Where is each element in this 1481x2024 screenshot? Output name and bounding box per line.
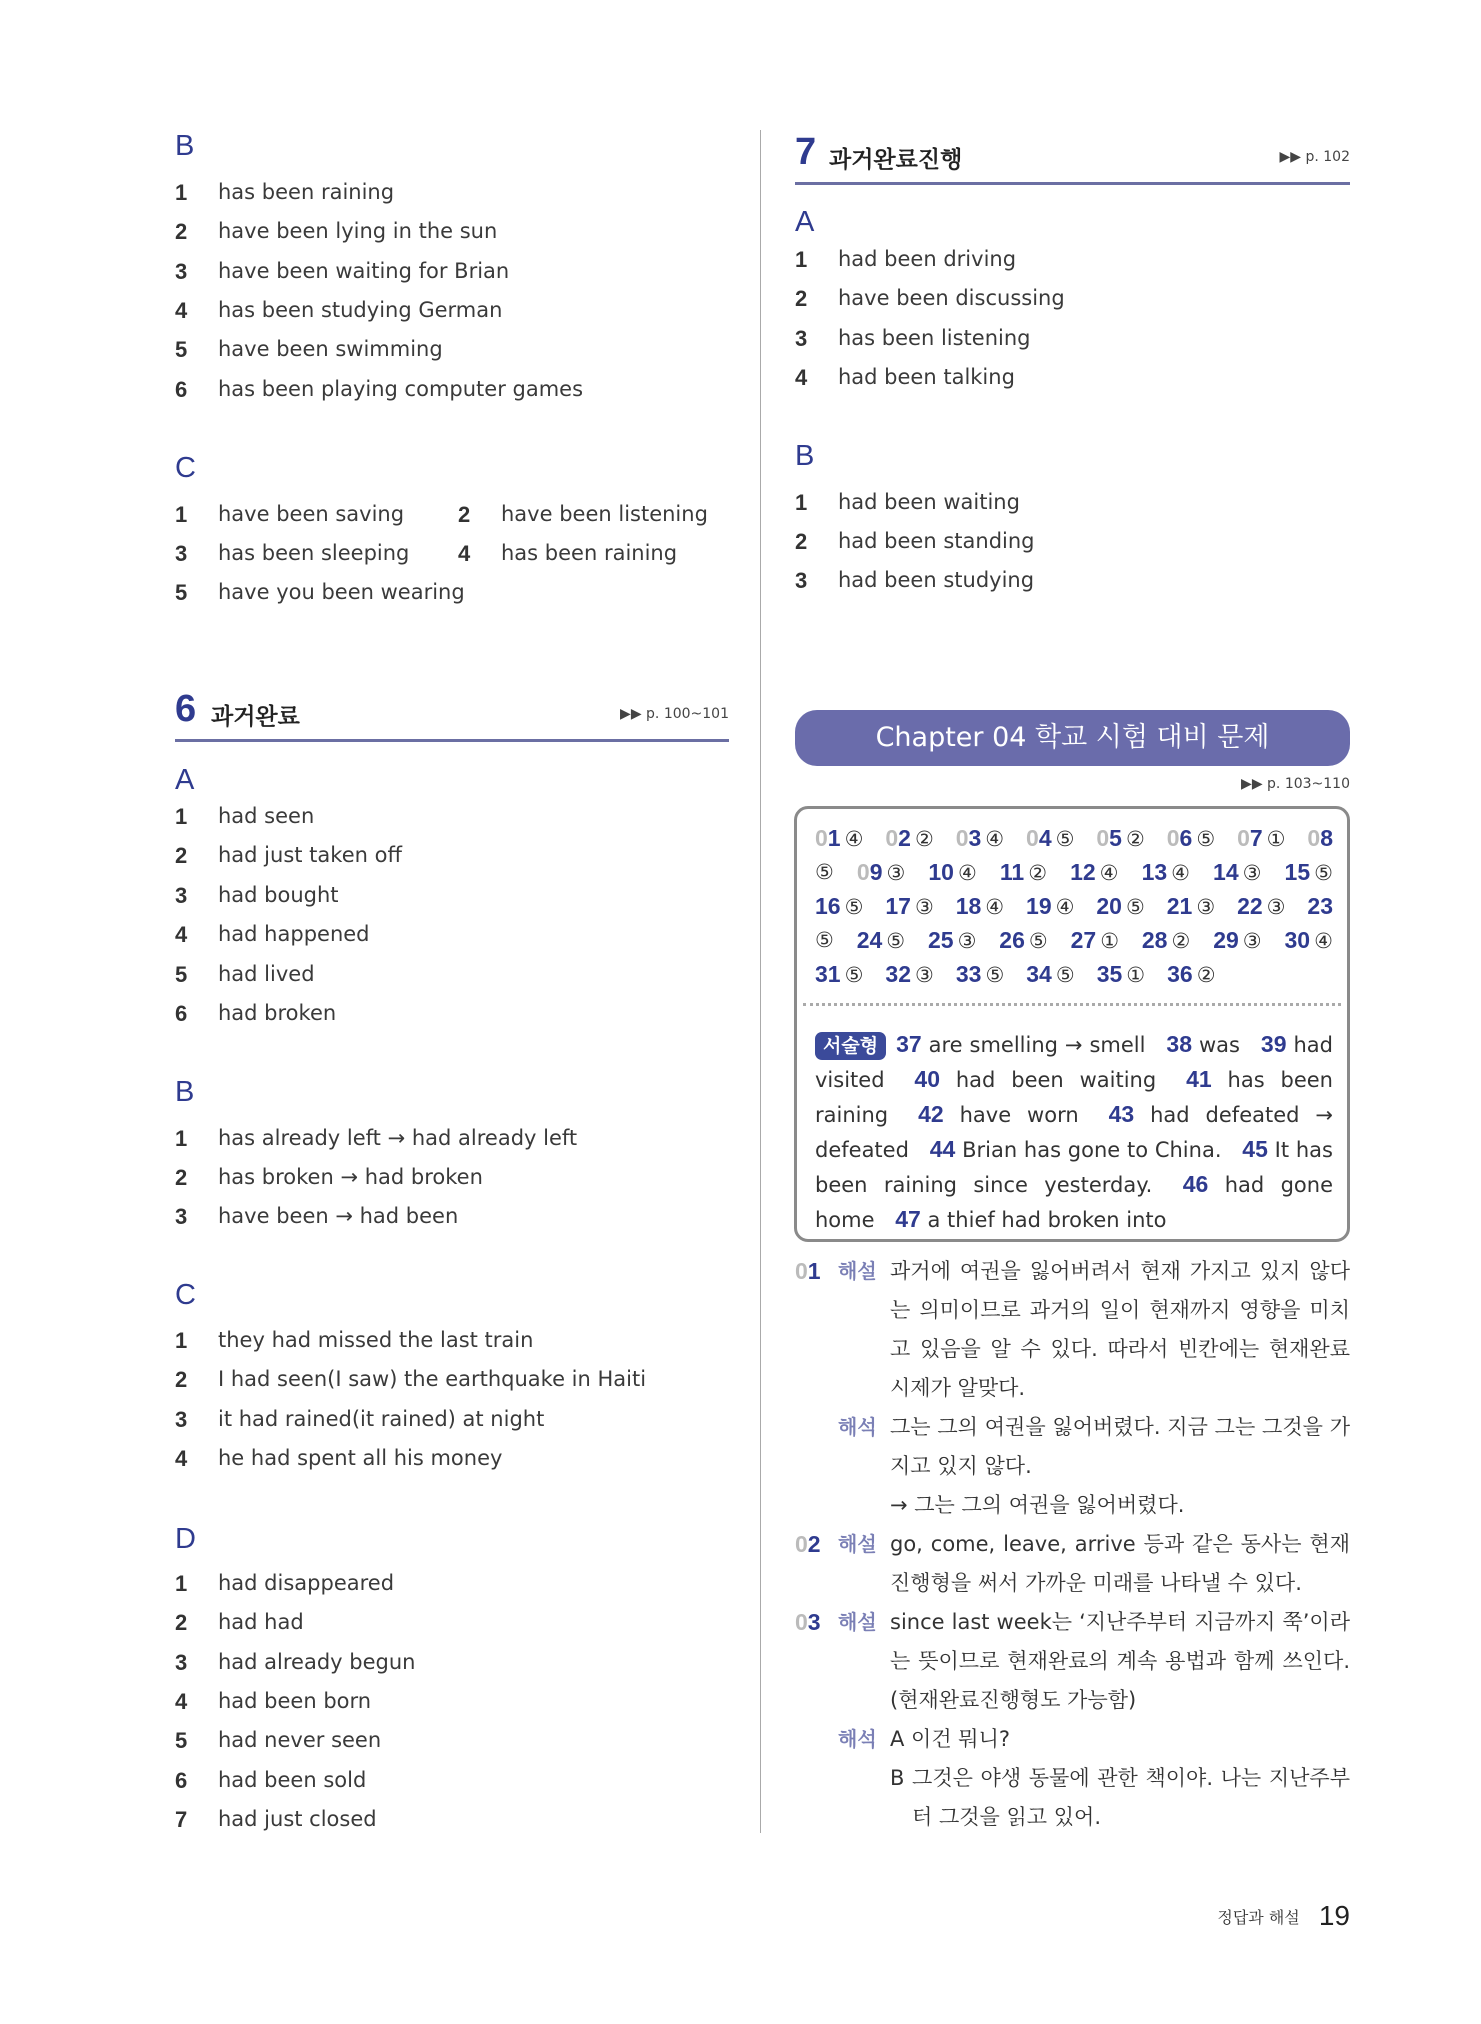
answer-token	[1071, 927, 1119, 954]
heading-rule	[795, 182, 1350, 185]
answer-token	[1070, 859, 1118, 886]
item-text: had had	[218, 1610, 304, 1635]
leading-zero: 0	[885, 824, 899, 851]
answer-token	[1097, 961, 1145, 988]
explanation-block	[795, 1525, 1350, 1603]
answer-choice: ④	[1099, 860, 1119, 885]
item-text: had bought	[218, 882, 339, 907]
item-text: had been driving	[838, 247, 1017, 271]
answer-choice: ⑤	[815, 860, 834, 884]
question-number: 36	[1167, 960, 1193, 987]
leading-zero: 0	[815, 824, 828, 851]
answer-token	[1307, 825, 1333, 852]
item-number: 1	[175, 502, 188, 527]
explanation-text: → 그는 그의 여권을 잃어버렸다.	[890, 1493, 1185, 1517]
explanation-text: since last week는 ‘지난주부터 지금까지 쭉’이라는 뜻이므로 현재완료의 계속 용법과 함께 쓰인다. (현재완료진행형도 가능함)	[890, 1610, 1350, 1712]
explanations	[795, 1252, 1350, 1837]
item-text: has been playing computer games	[218, 376, 584, 401]
item-number: 4	[795, 364, 808, 390]
answer-choice: ②	[1125, 826, 1145, 851]
essay-answer: have worn	[959, 1103, 1079, 1127]
item-number: 5	[175, 1728, 188, 1754]
item-number: 4	[175, 297, 188, 323]
question-number: 47	[895, 1206, 921, 1232]
explanation-label: 해설	[838, 1610, 877, 1634]
item-text: it had rained(it rained) at night	[218, 1406, 545, 1431]
answer-token	[1237, 893, 1285, 920]
answer-choice: ④	[985, 894, 1005, 919]
item-number: 1	[175, 1571, 188, 1596]
essay-answer: had defeated → defeated	[815, 1103, 1333, 1162]
section-letter-d: D	[175, 1523, 196, 1555]
question-number: 23	[1307, 892, 1333, 919]
explanation-label: 해석	[838, 1727, 877, 1751]
item-number: 1	[175, 1328, 188, 1353]
answer-choice: ④	[844, 826, 864, 851]
explanation-block	[795, 1408, 1350, 1525]
answer-token	[956, 961, 1004, 988]
leading-zero: 0	[795, 1531, 808, 1557]
answer-row	[815, 855, 1333, 889]
answer-token	[885, 825, 933, 852]
question-number: 26	[999, 926, 1025, 953]
explanation-label: 해설	[838, 1259, 877, 1283]
answer-row	[815, 889, 1333, 923]
answer-choice: ①	[1100, 928, 1120, 953]
question-number: 41	[1186, 1066, 1212, 1092]
item-number: 2	[175, 219, 188, 245]
section-letter-a: A	[795, 206, 815, 238]
essay-answer: was	[1198, 1033, 1240, 1057]
item-text: I had seen(I saw) the earthquake in Haiti	[218, 1367, 647, 1392]
answer-choice: ②	[1171, 928, 1191, 953]
answer-token	[1026, 825, 1074, 852]
explanation-label: 해석	[838, 1415, 877, 1439]
item-number: 3	[175, 1649, 188, 1675]
answer-choice: ④	[1171, 860, 1190, 885]
question-number: 02	[795, 1531, 821, 1557]
answer-row	[815, 957, 1333, 991]
question-number: 39	[1260, 1031, 1287, 1057]
question-number: 37	[896, 1031, 922, 1057]
explanation-text: A 이건 뭐니?	[890, 1727, 1011, 1751]
explanation-block	[795, 1603, 1350, 1720]
question-number: 30	[1284, 926, 1311, 953]
question-number: 10	[928, 858, 954, 885]
item-number: 3	[175, 1204, 188, 1229]
question-number: 04	[1026, 824, 1052, 851]
question-number: 03	[955, 824, 982, 851]
question-number: 31	[815, 960, 841, 987]
explanation-label: 해설	[838, 1532, 877, 1556]
answer-choice: ③	[1242, 928, 1262, 953]
answer-choice: ②	[1028, 860, 1048, 885]
answer-token	[857, 927, 905, 954]
question-number: 03	[795, 1609, 821, 1635]
question-number: 05	[1096, 824, 1122, 851]
answer-choice: ③	[957, 928, 977, 953]
item-text: had just closed	[218, 1806, 377, 1831]
leading-zero: 0	[1237, 824, 1250, 851]
item-text: had happened	[218, 922, 370, 947]
unit-6-heading	[175, 688, 729, 734]
leading-zero: 0	[795, 1258, 808, 1284]
answer-token	[1284, 927, 1332, 954]
question-number: 12	[1070, 858, 1096, 885]
item-number: 6	[175, 376, 188, 402]
answer-token	[885, 893, 933, 920]
leading-zero: 0	[955, 824, 969, 851]
question-number: 24	[856, 926, 883, 953]
answer-token	[1000, 859, 1047, 886]
unit-number: 6	[175, 688, 197, 730]
item-number: 1	[795, 490, 808, 515]
question-number: 01	[815, 824, 841, 851]
item-text: had broken	[218, 1001, 337, 1025]
question-number: 28	[1141, 926, 1168, 953]
item-number: 6	[175, 1767, 188, 1793]
item-number: 3	[795, 325, 808, 351]
item-number: 2	[175, 1165, 188, 1190]
item-text: had already begun	[218, 1649, 416, 1674]
item-text: they had missed the last train	[218, 1328, 534, 1352]
explanation-item	[795, 1603, 1350, 1837]
item-text: had seen	[218, 804, 315, 828]
answer-key-box	[794, 806, 1350, 1242]
section-letter-a: A	[175, 764, 195, 796]
item-text: has been listening	[838, 325, 1031, 350]
question-number: 29	[1213, 926, 1239, 953]
answer-token	[885, 961, 933, 988]
answer-choice: ③	[1196, 894, 1216, 919]
item-number: 2	[175, 1610, 188, 1636]
item-number: 6	[175, 1001, 188, 1026]
section-letter-c: C	[175, 1279, 196, 1311]
item-text: has been raining	[501, 541, 678, 565]
explanation-text: go, come, leave, arrive 등과 같은 동사는 현재진행형을 써서 가까운 미래를 나타낼 수 있다.	[890, 1532, 1350, 1595]
item-number: 5	[175, 580, 188, 605]
answer-choice: ①	[1126, 962, 1146, 987]
question-number: 38	[1166, 1031, 1192, 1057]
question-number: 40	[914, 1066, 940, 1092]
item-number: 1	[175, 180, 188, 205]
item-number: 2	[795, 529, 808, 554]
item-number: 3	[175, 882, 188, 908]
leading-zero: 0	[795, 1609, 808, 1635]
answer-choice: ①	[1266, 826, 1286, 851]
item-number: 4	[458, 541, 471, 566]
answer-choice: ⑤	[1028, 928, 1048, 953]
answer-choice: ④	[985, 826, 1005, 851]
explanation-block	[795, 1252, 1350, 1408]
page-number: 19	[1318, 1900, 1350, 1931]
question-number: 25	[928, 926, 954, 953]
section-letter-b: B	[175, 1076, 195, 1108]
question-number: 19	[1026, 892, 1052, 919]
page-reference: ▶▶ p. 102	[1279, 149, 1350, 165]
item-text: has broken → had broken	[218, 1165, 483, 1189]
answer-token	[999, 927, 1047, 954]
answer-choice: ⑤	[1314, 860, 1333, 885]
item-text: have been saving	[218, 502, 405, 526]
unit-title: 과거완료진행	[829, 147, 963, 173]
leading-zero: 0	[1096, 824, 1110, 851]
item-text: has been raining	[218, 180, 395, 204]
item-number: 1	[175, 804, 188, 829]
question-number: 01	[795, 1258, 821, 1284]
answer-token	[815, 825, 863, 852]
question-number: 45	[1242, 1136, 1268, 1162]
answer-token	[1285, 859, 1333, 886]
answer-token	[1167, 825, 1215, 852]
item-text: had disappeared	[218, 1571, 395, 1595]
answer-token	[815, 961, 863, 988]
question-number: 21	[1166, 892, 1193, 919]
answer-token	[1307, 893, 1333, 920]
item-number: 5	[175, 337, 188, 363]
item-text: have been lying in the sun	[218, 219, 498, 244]
unit-number: 7	[795, 131, 817, 173]
answer-token	[956, 825, 1004, 852]
item-text: has been sleeping	[218, 541, 410, 565]
answer-choice: ⑤	[886, 928, 906, 953]
question-number: 14	[1213, 858, 1239, 885]
answer-choice: ④	[957, 860, 977, 885]
question-number: 34	[1026, 960, 1052, 987]
item-number: 3	[175, 1406, 188, 1432]
answer-choice: ③	[886, 860, 906, 885]
answer-row	[815, 821, 1333, 855]
question-number: 32	[885, 960, 912, 987]
answer-choice: ⑤	[844, 894, 864, 919]
heading-rule	[175, 739, 729, 742]
question-number: 46	[1182, 1171, 1209, 1197]
answer-token	[1213, 859, 1261, 886]
answer-token	[928, 927, 976, 954]
explanation-text: 그는 그의 여권을 잃어버렸다. 지금 그는 그것을 가지고 있지 않다.	[890, 1415, 1350, 1478]
item-number: 4	[175, 1446, 188, 1472]
unit-title: 과거완료	[211, 704, 300, 730]
answer-choice: ②	[1196, 962, 1216, 987]
answer-token	[815, 893, 863, 920]
item-number: 4	[175, 1688, 188, 1714]
item-text: had been born	[218, 1688, 372, 1713]
answer-token	[1237, 825, 1285, 852]
answer-choice: ⑤	[1055, 962, 1075, 987]
item-text: have been listening	[501, 502, 708, 526]
item-text: had been studying	[838, 568, 1035, 592]
explanation-block	[795, 1720, 1350, 1837]
answer-row	[815, 923, 1333, 957]
item-text: he had spent all his money	[218, 1446, 503, 1471]
item-text: had just taken off	[218, 843, 402, 868]
item-text: has already left → had already left	[218, 1126, 578, 1150]
item-number: 3	[175, 541, 188, 566]
item-number: 5	[175, 961, 188, 987]
item-text: had been talking	[838, 364, 1015, 389]
answer-choice: ⑤	[1125, 894, 1145, 919]
answer-token	[857, 859, 905, 886]
answer-choice: ⑤	[985, 962, 1005, 987]
question-number: 18	[955, 892, 982, 919]
section-letter-c: C	[175, 452, 196, 484]
column-divider	[760, 130, 761, 1833]
answer-choice: ⑤	[1055, 826, 1075, 851]
answer-token	[1167, 961, 1215, 988]
question-number: 09	[856, 858, 883, 885]
essay-answers	[815, 1027, 1333, 1237]
essay-tag: 서술형	[815, 1032, 886, 1060]
answer-choice: ③	[915, 962, 934, 987]
item-text: have been swimming	[218, 337, 443, 362]
item-text: had never seen	[218, 1728, 382, 1753]
answer-choice: ③	[1242, 860, 1262, 885]
question-number: 15	[1284, 858, 1311, 885]
essay-answer: had gone home	[815, 1173, 1333, 1232]
explanation-item	[795, 1252, 1350, 1525]
item-text: have you been wearing	[218, 580, 465, 604]
item-number: 4	[175, 922, 188, 948]
answer-choice: ③	[914, 894, 934, 919]
dotted-divider	[803, 1003, 1341, 1006]
answer-token	[1096, 893, 1144, 920]
answer-token	[1142, 927, 1190, 954]
answer-token	[815, 928, 834, 952]
question-number: 06	[1166, 824, 1193, 851]
answer-token	[1142, 859, 1190, 886]
question-number: 08	[1307, 824, 1333, 851]
item-text: had lived	[218, 961, 315, 986]
item-text: had been sold	[218, 1767, 367, 1792]
answer-token	[1026, 961, 1074, 988]
answer-token	[1026, 893, 1074, 920]
page-footer	[1217, 1900, 1350, 1932]
chapter-banner: Chapter 04 학교 시험 대비 문제	[795, 710, 1350, 766]
explanation-item	[795, 1525, 1350, 1603]
essay-answer: had been waiting	[955, 1068, 1157, 1092]
answer-choice: ⑤	[815, 928, 834, 952]
item-text: has been studying German	[218, 297, 503, 322]
question-number: 27	[1070, 926, 1097, 953]
question-number: 22	[1237, 892, 1263, 919]
explanation-text: 과거에 여권을 잃어버려서 현재 가지고 있지 않다는 의미이므로 과거의 일이 현재까지 영향을 미치고 있음을 알 수 있다. 따라서 빈칸에는 현재완료 시제가 알맞다.	[890, 1259, 1350, 1400]
item-number: 2	[458, 502, 471, 527]
essay-answer: a thief had broken into	[927, 1208, 1167, 1232]
essay-answer: It has been raining since yesterday.	[815, 1138, 1333, 1197]
answer-choice: ⑤	[844, 962, 864, 987]
item-text: had been waiting	[838, 490, 1020, 514]
unit-7-heading	[795, 131, 1350, 177]
question-number: 42	[918, 1101, 944, 1127]
leading-zero: 0	[1166, 824, 1180, 851]
section-letter-b: B	[795, 440, 815, 472]
item-number: 3	[795, 568, 808, 593]
item-number: 1	[795, 247, 808, 272]
section-letter-b: B	[175, 130, 195, 162]
answer-token	[928, 859, 976, 886]
question-number: 16	[815, 892, 841, 919]
answer-token	[1167, 893, 1215, 920]
question-number: 13	[1141, 858, 1168, 885]
item-number: 2	[175, 1367, 188, 1393]
question-number: 33	[955, 960, 982, 987]
essay-answer: Brian has gone to China.	[962, 1138, 1222, 1162]
item-number: 1	[175, 1126, 188, 1151]
answer-choice: ④	[1314, 928, 1333, 953]
question-number: 20	[1096, 892, 1122, 919]
leading-zero: 0	[856, 858, 870, 885]
item-number: 3	[175, 258, 188, 284]
item-text: have been waiting for Brian	[218, 258, 510, 283]
page-reference: ▶▶ p. 103~110	[1241, 776, 1350, 792]
footer-label: 정답과 해설	[1217, 1907, 1300, 1927]
question-number: 44	[929, 1136, 956, 1162]
page-reference: ▶▶ p. 100~101	[620, 706, 729, 722]
answer-choice: ⑤	[1196, 826, 1216, 851]
essay-answer: had visited	[815, 1033, 1333, 1092]
answer-token	[956, 893, 1004, 920]
question-number: 35	[1096, 960, 1123, 987]
question-number: 43	[1108, 1101, 1135, 1127]
answer-token	[815, 860, 834, 884]
item-text: have been → had been	[218, 1204, 459, 1228]
answer-token	[1096, 825, 1144, 852]
answer-choice: ③	[1266, 894, 1286, 919]
item-number: 2	[795, 286, 808, 312]
answer-token	[1213, 927, 1261, 954]
answer-choice: ④	[1055, 894, 1075, 919]
leading-zero: 0	[1026, 824, 1039, 851]
leading-zero: 0	[1307, 824, 1321, 851]
item-number: 7	[175, 1806, 188, 1832]
explanation-text: B 그것은 야생 동물에 관한 책이야. 나는 지난주부터 그것을 읽고 있어.	[890, 1766, 1350, 1829]
item-number: 2	[175, 843, 188, 869]
question-number: 17	[885, 892, 911, 919]
question-number: 02	[885, 824, 911, 851]
answer-choice: ②	[914, 826, 934, 851]
item-text: have been discussing	[838, 286, 1065, 311]
question-number: 11	[999, 858, 1025, 885]
item-text: had been standing	[838, 529, 1035, 553]
question-number: 07	[1237, 824, 1263, 851]
essay-answer: are smelling → smell	[928, 1033, 1146, 1057]
essay-answer: has been raining	[815, 1068, 1333, 1127]
